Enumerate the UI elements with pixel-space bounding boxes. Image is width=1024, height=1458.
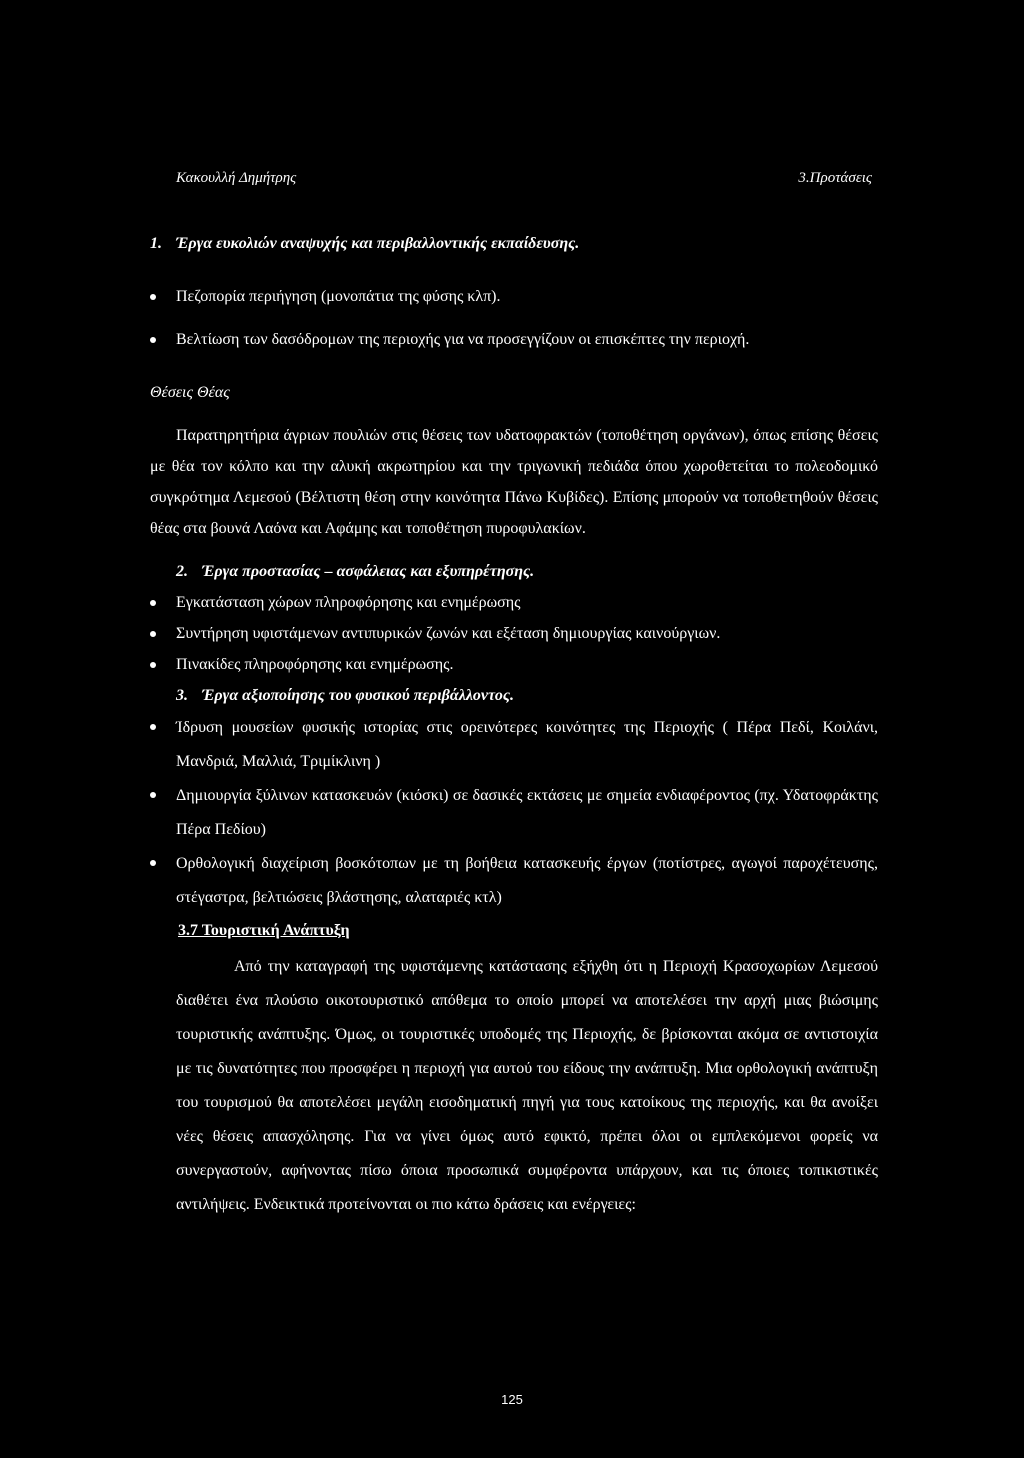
section-1-list bbox=[150, 281, 878, 355]
list-item: Πινακίδες πληροφόρησης και ενημέρωσης. bbox=[150, 649, 878, 680]
section-1-number: 1. bbox=[150, 235, 162, 252]
viewpoints-title: Θέσεις Θέας bbox=[150, 384, 230, 401]
section-2-list bbox=[150, 587, 878, 680]
section-3-heading bbox=[150, 680, 878, 711]
section-1-heading bbox=[150, 228, 878, 259]
page-content bbox=[150, 228, 878, 1222]
section-3-number: 3. bbox=[176, 687, 188, 704]
section-3-7-title: 3.7 Τουριστική Ανάπτυξη bbox=[178, 922, 350, 939]
list-item: Βελτίωση των δασόδρομων της περιοχής για να προσεγγίζουν οι επισκέπτες την περιοχή. bbox=[150, 324, 878, 355]
list-item: Συντήρηση υφιστάμενων αντιπυρικών ζωνών και εξέταση δημιουργίας καινούργιων. bbox=[150, 618, 878, 649]
section-2-title: Έργα προστασίας – ασφάλειας και εξυπηρέτησης. bbox=[202, 563, 535, 580]
section-2-number: 2. bbox=[176, 563, 188, 580]
header-chapter: 3.Προτάσεις bbox=[798, 170, 872, 186]
list-item: Πεζοπορία περιήγηση (μονοπάτια της φύσης κλπ). bbox=[150, 281, 878, 312]
section-3-list bbox=[150, 711, 878, 915]
header-author: Κακουλλή Δημήτρης bbox=[176, 170, 297, 186]
section-2-heading bbox=[150, 556, 878, 587]
list-item: Εγκατάσταση χώρων πληροφόρησης και ενημέρωσης bbox=[150, 587, 878, 618]
list-item: Δημιουργία ξύλινων κατασκευών (κιόσκι) σε δασικές εκτάσεις με σημεία ενδιαφέροντος (πχ. Υδατοφράκτης Πέρα Πεδίου) bbox=[150, 779, 878, 847]
section-3-7-paragraph: Από την καταγραφή της υφιστάμενης κατάστασης εξήχθη ότι η Περιοχή Κρασοχωρίων Λεμεσού διαθέτει ένα πλούσιο οικοτουριστικό απόθεμα το οποίο μπορεί να αποτελέσει την αρχή μιας βιώσιμης τουριστικής ανάπτυξης. Όμως, οι τουριστικές υποδομές της Περιοχής, δε βρίσκονται ακόμα σε αντιστοιχία με τις δυνατότητες που προσφέρει η περιοχή για αυτού του είδους την ανάπτυξη. Μια ορθολογική ανάπτυξη του τουρισμού θα αποτελέσει μεγάλη εισοδηματική πηγή για τους κατοίκους της περιοχής, και θα ανοίξει νέες θέσεις απασχόλησης. Για να γίνει όμως αυτό εφικτό, πρέπει όλοι οι εμπλεκόμενοι φορείς να συνεργαστούν, αφήνοντας πίσω όποια προσωπικά συμφέροντα υπάρχουν, και τις όποιες τοπικιστικές αντιλήψεις. Ενδεικτικά προτείνονται οι πιο κάτω δράσεις και ενέργειες: bbox=[176, 958, 878, 1213]
list-item: Ίδρυση μουσείων φυσικής ιστορίας στις ορεινότερες κοινότητες της Περιοχής ( Πέρα Πεδί, Κοιλάνι, Μανδριά, Μαλλιά, Τριμίκλινη ) bbox=[150, 711, 878, 779]
page-number: 125 bbox=[501, 1392, 523, 1407]
viewpoints-paragraph: Παρατηρητήρια άγριων πουλιών στις θέσεις των υδατοφρακτών (τοποθέτηση οργάνων), όπως επίσης θέσεις με θέα τον κόλπο και την αλυκή ακρωτηρίου και την τριγωνική πεδιάδα όπου χωροθετείται το πολεοδομικό συγκρότημα Λεμεσού (Βέλτιστη θέση στην κοινότητα Πάνω Κυβίδες). Επίσης μπορούν να τοποθετηθούν θέσεις θέας στα βουνά Λαόνα και Αφάμης και τοποθέτηση πυροφυλακίων. bbox=[150, 427, 878, 537]
section-3-title: Έργα αξιοποίησης του φυσικού περιβάλλοντος. bbox=[202, 687, 515, 704]
section-1-title: Έργα ευκολιών αναψυχής και περιβαλλοντικής εκπαίδευσης. bbox=[176, 235, 580, 252]
list-item: Ορθολογική διαχείριση βοσκότοπων με τη βοήθεια κατασκευής έργων (ποτίστρες, αγωγοί παροχέτευσης, στέγαστρα, βελτιώσεις βλάστησης, αλαταριές κτλ) bbox=[150, 847, 878, 915]
